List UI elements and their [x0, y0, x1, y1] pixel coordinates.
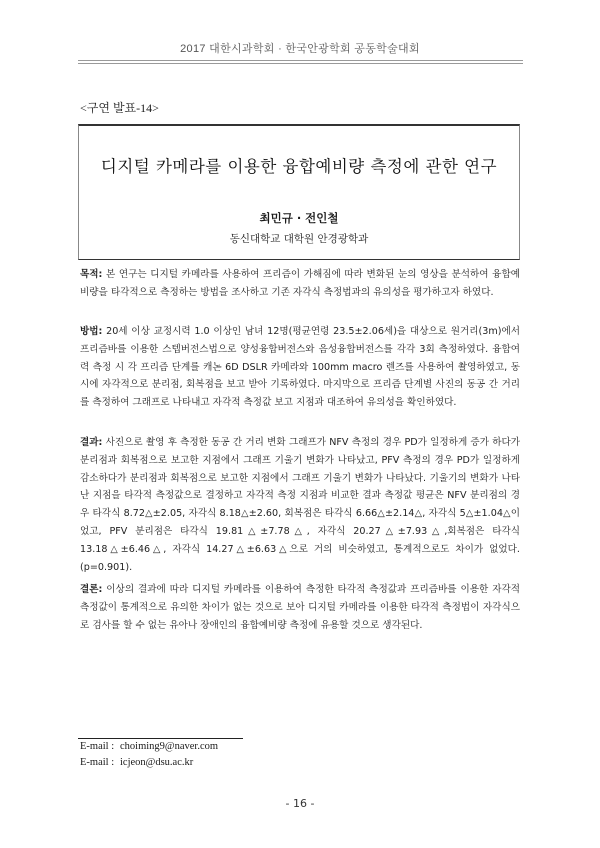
- footnote-rule: [78, 738, 243, 739]
- section-text: 사진으로 촬영 후 측정한 동공 간 거리 변화 그래프가 NFV 측정의 경우 PD가 일정하게 증가 하다가 분리점과 회복점으로 보고한 지점에서 그래프 기울기 변화가 나타났고, PFV 측정의 경우 PD가 일정하게 감소하다가 분리점과 회복점으로 보고한 지점에서 그래프 기울기 변화가 나타났다. 기울기의 변화가 나타난 지점을 타각적 측정값으로 결정하고 자각적 측정 지점과 비교한 결과 측정값 평균은 NFV 분리점의 경우 타각식 8.72△±2.05, 자각식 8.18△±2.60, 회복점은 타각식 6.66△±2.14△, 자각식 5△±1.04△이었고, PFV 분리점은 타각식 19.81△±7.78△, 자각식 20.27△±7.93△,회복점은 타각식 13.18△±6.46△, 자각식 14.27△±6.63△으로 거의 비슷하였고, 통계적으로도 차이가 없었다.(p=0.901).: [80, 437, 520, 573]
- session-label: <구연 발표-14>: [80, 101, 159, 115]
- authors: 최민규 · 전인철: [259, 211, 339, 225]
- email-address[interactable]: icjeon@dsu.ac.kr: [120, 757, 194, 768]
- email-address[interactable]: choiming9@naver.com: [120, 741, 219, 752]
- section-text: 20세 이상 교정시력 1.0 이상인 남녀 12명(평균연령 23.5±2.06세)을 대상으로 원거리(3m)에서 프리즘바를 이용한 스텝버전스법으로 양성융합버전스와 음성융합버전스를 각각 3회 측정하였다. 융합여력 측정 시 각 프리즘 단계를 캐논 6D DSLR 카메라와 100mm macro 렌즈를 사용하여 촬영하였고, 동시에 자각적으로 분리점, 회복점을 보고 받아 기록하였다. 마지막으로 프리즘 단계별 사진의 동공 간 거리를 측정하여 그래프로 나타내고 자각적 측정값 보고 지점과 대조하여 유의성을 확인하였다.: [80, 326, 520, 409]
- page-number: - 16 -: [285, 797, 315, 810]
- email-line: [80, 741, 218, 752]
- section-label: 목적:: [80, 269, 103, 280]
- header-rule-top: [78, 60, 523, 61]
- affiliation: 동신대학교 대학원 안경광학과: [229, 233, 369, 245]
- paper-title: 디지털 카메라를 이용한 융합예비량 측정에 관한 연구: [100, 157, 498, 176]
- email-line: [80, 757, 193, 768]
- email-key: E-mail :: [80, 741, 115, 752]
- section-text: 이상의 결과에 따라 디지털 카메라를 이용하여 측정한 타각적 측정값과 프리즘바를 이용한 자각적 측정값이 통계적으로 유의한 차이가 없는 것으로 보아 디지털 카메라를 이용한 타각적 측정법이 자각식으로 검사를 할 수 없는 유아나 장애인의 융합예비량 측정에 유용할 것으로 생각된다.: [80, 584, 520, 631]
- section-label: 방법:: [80, 326, 103, 337]
- running-header: 2017 대한시과학회 · 한국안광학회 공동학술대회: [180, 43, 420, 55]
- section-label: 결론:: [80, 584, 103, 595]
- email-key: E-mail :: [80, 757, 115, 768]
- section-result: [80, 434, 520, 576]
- section-purpose: [80, 266, 520, 302]
- section-text: 본 연구는 디지털 카메라를 사용하여 프리즘이 가해짐에 따라 변화된 눈의 영상을 분석하여 융합예비량을 타각적으로 측정하는 방법을 조사하고 기존 자각식 측정법과의 유의성을 평가하고자 하였다.: [80, 269, 520, 298]
- header-rule-bottom: [78, 63, 523, 64]
- section-label: 결과:: [80, 437, 103, 448]
- section-method: [80, 323, 520, 412]
- section-conclusion: [80, 581, 520, 634]
